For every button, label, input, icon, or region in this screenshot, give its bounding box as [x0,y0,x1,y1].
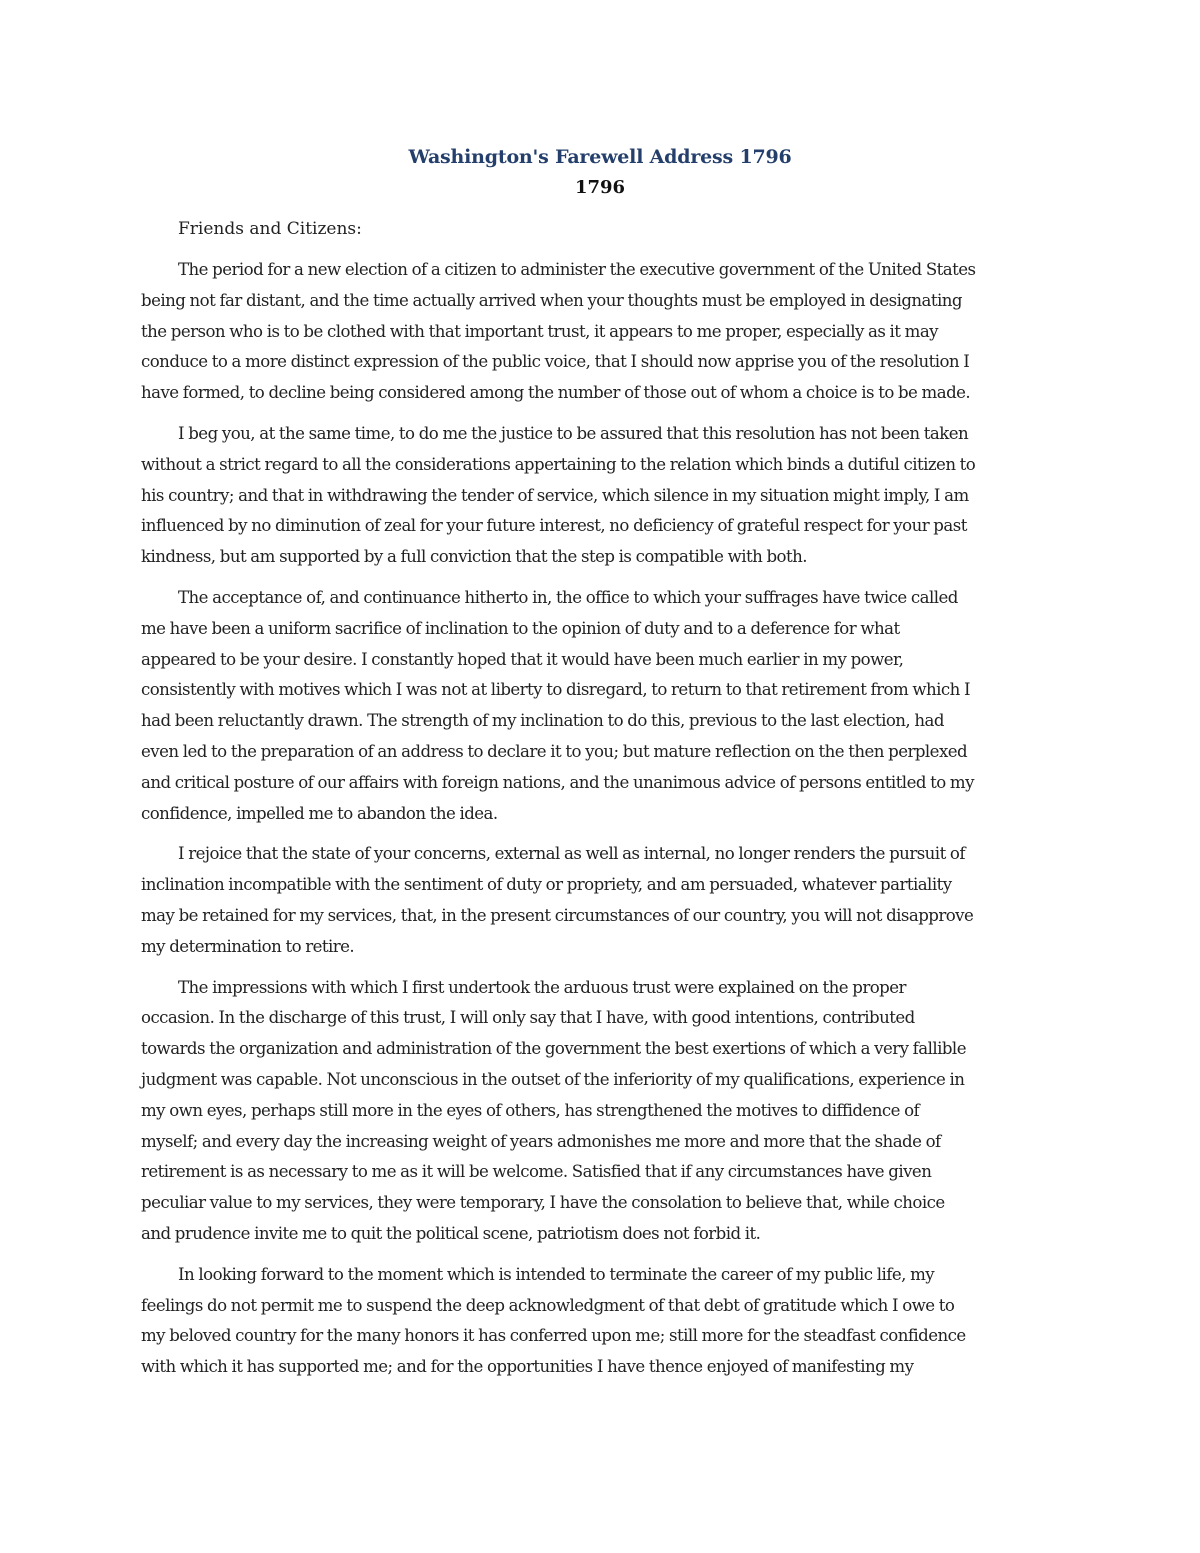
text-line: In looking forward to the moment which is intended to terminate the career of my public life, my [178,1264,935,1284]
paragraph-2 [141,419,1059,573]
text-line: appeared to be your desire. I constantly hoped that it would have been much earlier in my power, [141,649,904,669]
text-line: my beloved country for the many honors it has conferred upon me; still more for the steadfast confidence [141,1326,966,1346]
text-line: judgment was capable. Not unconscious in the outset of the inferiority of my qualifications, experience in [141,1069,965,1089]
text-line: myself; and every day the increasing weight of years admonishes me more and more that the shade of [141,1131,941,1151]
text-line: I rejoice that the state of your concerns, external as well as internal, no longer renders the pursuit of [178,844,965,864]
document-subtitle: 1796 [574,177,626,198]
text-line: and prudence invite me to quit the political scene, patriotism does not forbid it. [141,1223,761,1243]
text-line: The acceptance of, and continuance hitherto in, the office to which your suffrages have twice called [178,587,958,607]
paragraph-4 [141,839,1059,962]
text-line: influenced by no diminution of zeal for your future interest, no deficiency of grateful respect for your past [141,516,967,536]
document-body [141,142,1059,1393]
text-line: his country; and that in withdrawing the tender of service, which silence in my situation might imply, I am [141,485,969,505]
text-line: the person who is to be clothed with that important trust, it appears to me proper, especially as it may [141,321,938,341]
text-line: have formed, to decline being considered among the number of those out of whom a choice is to be made. [141,383,971,403]
paragraph-1 [141,255,1059,409]
text-line: feelings do not permit me to suspend the deep acknowledgment of that debt of gratitude which I owe to [141,1295,955,1315]
text-line: towards the organization and administration of the government the best exertions of which a very fallible [141,1039,966,1059]
text-line: inclination incompatible with the sentiment of duty or propriety, and am persuaded, whatever partiality [141,875,952,895]
text-line: being not far distant, and the time actually arrived when your thoughts must be employed in designating [141,290,962,310]
text-line: The impressions with which I first undertook the arduous trust were explained on the proper [178,977,906,997]
document-title: Washington's Farewell Address 1796 [408,146,792,168]
text-line: had been reluctantly drawn. The strength of my inclination to do this, previous to the last election, had [141,711,944,731]
text-line: and critical posture of our affairs with foreign nations, and the unanimous advice of persons entitled to my [141,772,974,792]
text-line: my own eyes, perhaps still more in the eyes of others, has strengthened the motives to diffidence of [141,1100,920,1120]
text-line: retirement is as necessary to me as it will be welcome. Satisfied that if any circumstances have given [141,1162,932,1182]
paragraph-5 [141,973,1059,1250]
text-line: I beg you, at the same time, to do me the justice to be assured that this resolution has not been taken [178,423,969,443]
text-line: consistently with motives which I was not at liberty to disregard, to return to that retirement from which I [141,680,971,700]
text-line: occasion. In the discharge of this trust, I will only say that I have, with good intentions, contributed [141,1008,915,1028]
text-line: even led to the preparation of an address to declare it to you; but mature reflection on the then perplexed [141,741,968,761]
text-line: without a strict regard to all the considerations appertaining to the relation which binds a dutiful citizen to [141,454,976,474]
salutation: Friends and Citizens: [178,219,362,239]
text-line: The period for a new election of a citizen to administer the executive government of the United States [178,260,976,279]
text-line: conduce to a more distinct expression of the public voice, that I should now apprise you of the resolution I [141,352,970,372]
text-line: peculiar value to my services, they were temporary, I have the consolation to believe that, while choice [141,1193,945,1213]
paragraph-6 [141,1260,1059,1383]
text-line: me have been a uniform sacrifice of inclination to the opinion of duty and to a deference for what [141,618,900,638]
text-line: kindness, but am supported by a full conviction that the step is compatible with both. [141,547,807,567]
text-line: may be retained for my services, that, in the present circumstances of our country, you will not disapprove [141,905,974,925]
text-line: my determination to retire. [141,936,355,956]
paragraph-3 [141,583,1059,829]
text-line: with which it has supported me; and for the opportunities I have thence enjoyed of manifesting my [141,1357,914,1377]
text-line: confidence, impelled me to abandon the idea. [141,803,498,823]
